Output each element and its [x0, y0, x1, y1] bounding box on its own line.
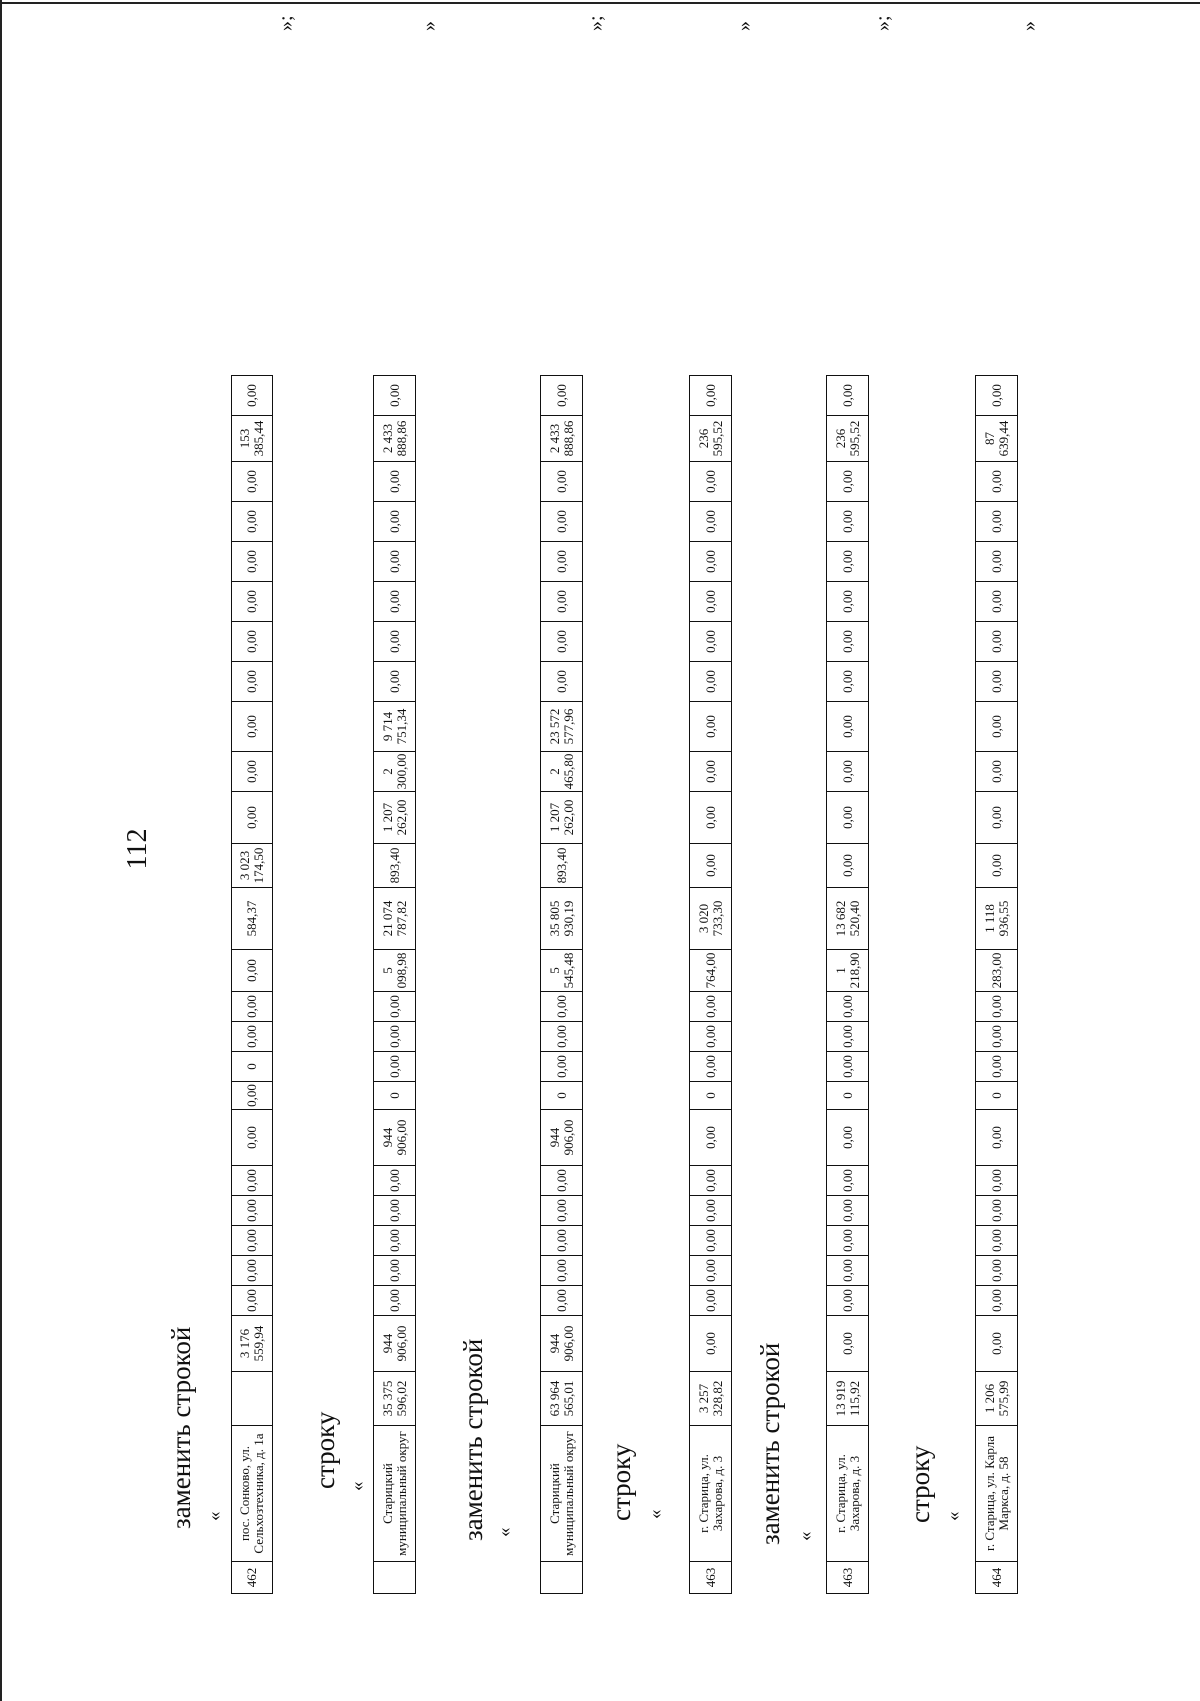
open-quote-2: « — [347, 1481, 368, 1491]
value-cell: 0,00 — [690, 662, 732, 702]
value-cell: 0,00 — [827, 702, 869, 752]
caption-5: строку — [905, 1445, 935, 1523]
value-cell: 0,00 — [374, 542, 416, 582]
caption-1: строку — [310, 1411, 340, 1489]
value-cell: 0,00 — [374, 992, 416, 1022]
caption-3: строку — [606, 1443, 636, 1521]
value-cell: 3 257 328,82 — [690, 1372, 732, 1426]
value-cell: 0,00 — [827, 792, 869, 844]
address-cell: пос. Сонково, ул. Сельхозтехника, д. 1а — [232, 1426, 273, 1562]
value-cell: 0,00 — [232, 502, 273, 542]
caption-4: заменить строкой — [755, 1342, 785, 1545]
value-cell: 0,00 — [541, 462, 583, 502]
value-cell: 1 218,90 — [827, 950, 869, 992]
table-row-1 — [231, 375, 273, 1594]
open-quote-4: « — [645, 1509, 666, 1519]
value-cell: 0,00 — [690, 792, 732, 844]
value-cell: 9 714 751,34 — [374, 702, 416, 752]
open-quote-3: « — [494, 1527, 515, 1537]
address-cell: г. Старица, ул. Карла Маркса, д. 58 — [976, 1426, 1018, 1562]
value-cell: 0,00 — [690, 752, 732, 792]
value-cell: 0,00 — [541, 542, 583, 582]
value-cell: 0,00 — [827, 1286, 869, 1316]
value-cell: 0,00 — [976, 502, 1018, 542]
value-cell: 0,00 — [690, 1256, 732, 1286]
page-number: 112 — [122, 828, 153, 870]
caption-2: заменить строкой — [458, 1338, 488, 1541]
value-cell: 0,00 — [232, 462, 273, 502]
value-cell: 0,00 — [690, 992, 732, 1022]
value-cell: 0,00 — [374, 662, 416, 702]
value-cell: 0,00 — [827, 1196, 869, 1226]
value-cell: 0,00 — [827, 662, 869, 702]
value-cell: 0,00 — [827, 1316, 869, 1372]
value-cell: 0,00 — [827, 462, 869, 502]
value-cell: 0,00 — [976, 582, 1018, 622]
value-cell: 0,00 — [541, 1166, 583, 1196]
value-cell: 0,00 — [827, 1022, 869, 1052]
value-cell: 0,00 — [976, 1226, 1018, 1256]
value-cell: 0,00 — [976, 376, 1018, 416]
value-cell: 0,00 — [690, 702, 732, 752]
scan-edge-right — [0, 2, 1200, 4]
value-cell: 0,00 — [374, 376, 416, 416]
value-cell: 0,00 — [232, 752, 273, 792]
value-cell: 35 805 930,19 — [541, 888, 583, 950]
value-cell: 0,00 — [541, 622, 583, 662]
value-cell: 0,00 — [827, 1110, 869, 1166]
value-cell: 0,00 — [232, 1256, 273, 1286]
value-cell: 21 074 787,82 — [374, 888, 416, 950]
value-cell: 0,00 — [976, 1022, 1018, 1052]
value-cell: 0,00 — [976, 992, 1018, 1022]
address-cell: г. Старица, ул. Захарова, д. 3 — [827, 1426, 869, 1562]
value-cell — [232, 1372, 273, 1426]
value-cell: 236 595,52 — [827, 416, 869, 462]
value-cell: 0,00 — [232, 1110, 273, 1166]
value-cell: 0,00 — [374, 1052, 416, 1082]
value-cell: 0 — [827, 1082, 869, 1110]
value-cell: 0,00 — [827, 502, 869, 542]
value-cell: 0,00 — [976, 622, 1018, 662]
row-number-cell: 463 — [827, 1562, 869, 1594]
value-cell: 0,00 — [232, 1226, 273, 1256]
value-cell: 0 — [232, 1052, 273, 1082]
value-cell: 893,40 — [541, 844, 583, 888]
value-cell: 2 465,80 — [541, 752, 583, 792]
value-cell: 0,00 — [374, 1286, 416, 1316]
row-number-cell — [374, 1562, 416, 1594]
row-number-cell: 462 — [232, 1562, 273, 1594]
value-cell: 0 — [976, 1082, 1018, 1110]
value-cell: 0,00 — [827, 1166, 869, 1196]
open-quote-5: « — [795, 1531, 816, 1541]
value-cell: 0,00 — [690, 1110, 732, 1166]
value-cell: 3 176 559,94 — [232, 1316, 273, 1372]
value-cell: 0,00 — [827, 992, 869, 1022]
value-cell: 0,00 — [541, 1226, 583, 1256]
value-cell: 2 433 888,86 — [374, 416, 416, 462]
open-quote-1: « — [204, 1511, 225, 1521]
value-cell: 0,00 — [690, 376, 732, 416]
value-cell: 153 385,44 — [232, 416, 273, 462]
value-cell: 0,00 — [827, 582, 869, 622]
value-cell: 0,00 — [690, 1286, 732, 1316]
value-cell: 0 — [541, 1082, 583, 1110]
value-cell: 0,00 — [232, 950, 273, 992]
value-cell: 944 906,00 — [374, 1316, 416, 1372]
value-cell: 0,00 — [232, 376, 273, 416]
value-cell: 13 919 115,92 — [827, 1372, 869, 1426]
value-cell: 0,00 — [374, 1226, 416, 1256]
table-row-3 — [540, 375, 583, 1594]
value-cell: 0,00 — [827, 1052, 869, 1082]
value-cell: 0,00 — [374, 462, 416, 502]
value-cell: 2 300,00 — [374, 752, 416, 792]
closing-quote-4: » — [733, 21, 755, 31]
closing-quote-5: »; — [872, 15, 894, 31]
value-cell: 5 545,48 — [541, 950, 583, 992]
value-cell: 13 682 520,40 — [827, 888, 869, 950]
value-cell: 0,00 — [976, 1196, 1018, 1226]
value-cell: 0,00 — [976, 792, 1018, 844]
row-number-cell — [541, 1562, 583, 1594]
closing-quote-3: »; — [585, 15, 607, 31]
table-row-5 — [826, 375, 869, 1594]
value-cell: 5 098,98 — [374, 950, 416, 992]
value-cell: 0,00 — [232, 1022, 273, 1052]
table-row-6 — [975, 375, 1018, 1594]
value-cell: 0,00 — [541, 1286, 583, 1316]
value-cell: 0,00 — [541, 376, 583, 416]
table-row-4 — [689, 375, 732, 1594]
value-cell: 0,00 — [541, 1196, 583, 1226]
value-cell: 0,00 — [827, 844, 869, 888]
table-row-2 — [373, 375, 416, 1594]
value-cell: 35 375 596,02 — [374, 1372, 416, 1426]
value-cell: 0,00 — [827, 376, 869, 416]
caption-replace-with-row-1: заменить строкой — [166, 1326, 196, 1529]
value-cell: 0,00 — [541, 582, 583, 622]
row-number-cell: 464 — [976, 1562, 1018, 1594]
value-cell: 283,00 — [976, 950, 1018, 992]
value-cell: 944 906,00 — [541, 1316, 583, 1372]
value-cell: 0,00 — [232, 662, 273, 702]
value-cell: 0,00 — [690, 622, 732, 662]
address-cell: г. Старица, ул. Захарова, д. 3 — [690, 1426, 732, 1562]
value-cell: 3 023 174,50 — [232, 844, 273, 888]
value-cell: 2 433 888,86 — [541, 416, 583, 462]
value-cell: 584,37 — [232, 888, 273, 950]
value-cell: 0,00 — [690, 1166, 732, 1196]
address-cell: Старицкий муниципальный округ — [541, 1426, 583, 1562]
value-cell: 0,00 — [232, 1166, 273, 1196]
value-cell: 0,00 — [976, 1110, 1018, 1166]
value-cell: 0,00 — [374, 1022, 416, 1052]
open-quote-6: « — [943, 1511, 964, 1521]
closing-quote-1: »; — [275, 15, 297, 31]
value-cell: 764,00 — [690, 950, 732, 992]
closing-quote-6: » — [1018, 21, 1040, 31]
value-cell: 0,00 — [690, 1196, 732, 1226]
value-cell: 0,00 — [976, 1316, 1018, 1372]
value-cell: 0,00 — [541, 502, 583, 542]
value-cell: 0,00 — [827, 1226, 869, 1256]
value-cell: 1 207 262,00 — [541, 792, 583, 844]
value-cell: 0,00 — [541, 662, 583, 702]
value-cell: 1 118 936,55 — [976, 888, 1018, 950]
value-cell: 0,00 — [690, 844, 732, 888]
value-cell: 0,00 — [690, 542, 732, 582]
value-cell: 0 — [374, 1082, 416, 1110]
value-cell: 0,00 — [976, 1256, 1018, 1286]
value-cell: 0,00 — [690, 502, 732, 542]
value-cell: 0,00 — [827, 622, 869, 662]
value-cell: 0,00 — [232, 702, 273, 752]
value-cell: 0,00 — [541, 1256, 583, 1286]
value-cell: 0,00 — [827, 752, 869, 792]
closing-quote-2: » — [418, 21, 440, 31]
value-cell: 0,00 — [976, 1166, 1018, 1196]
value-cell: 0,00 — [232, 1286, 273, 1316]
value-cell: 0,00 — [976, 1286, 1018, 1316]
value-cell: 0,00 — [690, 1316, 732, 1372]
value-cell: 944 906,00 — [541, 1110, 583, 1166]
value-cell: 0,00 — [232, 792, 273, 844]
value-cell: 0,00 — [827, 542, 869, 582]
value-cell: 0,00 — [232, 622, 273, 662]
value-cell: 0,00 — [976, 462, 1018, 502]
value-cell: 0,00 — [374, 502, 416, 542]
value-cell: 0 — [690, 1082, 732, 1110]
value-cell: 0,00 — [232, 1196, 273, 1226]
value-cell: 0,00 — [976, 1052, 1018, 1082]
value-cell: 0,00 — [541, 992, 583, 1022]
value-cell: 0,00 — [690, 1052, 732, 1082]
value-cell: 0,00 — [690, 582, 732, 622]
scan-edge-top — [0, 0, 2, 1701]
value-cell: 0,00 — [232, 582, 273, 622]
value-cell: 0,00 — [976, 702, 1018, 752]
value-cell: 0,00 — [541, 1052, 583, 1082]
row-number-cell: 463 — [690, 1562, 732, 1594]
value-cell: 0,00 — [374, 582, 416, 622]
value-cell: 0,00 — [690, 1226, 732, 1256]
value-cell: 0,00 — [690, 462, 732, 502]
value-cell: 0,00 — [976, 662, 1018, 702]
value-cell: 0,00 — [827, 1256, 869, 1286]
value-cell: 0,00 — [690, 1022, 732, 1052]
value-cell: 236 595,52 — [690, 416, 732, 462]
value-cell: 0,00 — [374, 1196, 416, 1226]
value-cell: 87 639,44 — [976, 416, 1018, 462]
value-cell: 23 572 577,96 — [541, 702, 583, 752]
value-cell: 1 206 575,99 — [976, 1372, 1018, 1426]
value-cell: 893,40 — [374, 844, 416, 888]
value-cell: 63 964 565,01 — [541, 1372, 583, 1426]
value-cell: 0,00 — [374, 622, 416, 662]
value-cell: 0,00 — [976, 542, 1018, 582]
value-cell: 0,00 — [976, 844, 1018, 888]
value-cell: 1 207 262,00 — [374, 792, 416, 844]
address-cell: Старицкий муниципальный округ — [374, 1426, 416, 1562]
value-cell: 0,00 — [541, 1022, 583, 1052]
value-cell: 0,00 — [232, 542, 273, 582]
value-cell: 0,00 — [374, 1166, 416, 1196]
value-cell: 3 020 733,30 — [690, 888, 732, 950]
value-cell: 0,00 — [232, 1082, 273, 1110]
value-cell: 0,00 — [976, 752, 1018, 792]
value-cell: 0,00 — [374, 1256, 416, 1286]
value-cell: 0,00 — [232, 992, 273, 1022]
value-cell: 944 906,00 — [374, 1110, 416, 1166]
